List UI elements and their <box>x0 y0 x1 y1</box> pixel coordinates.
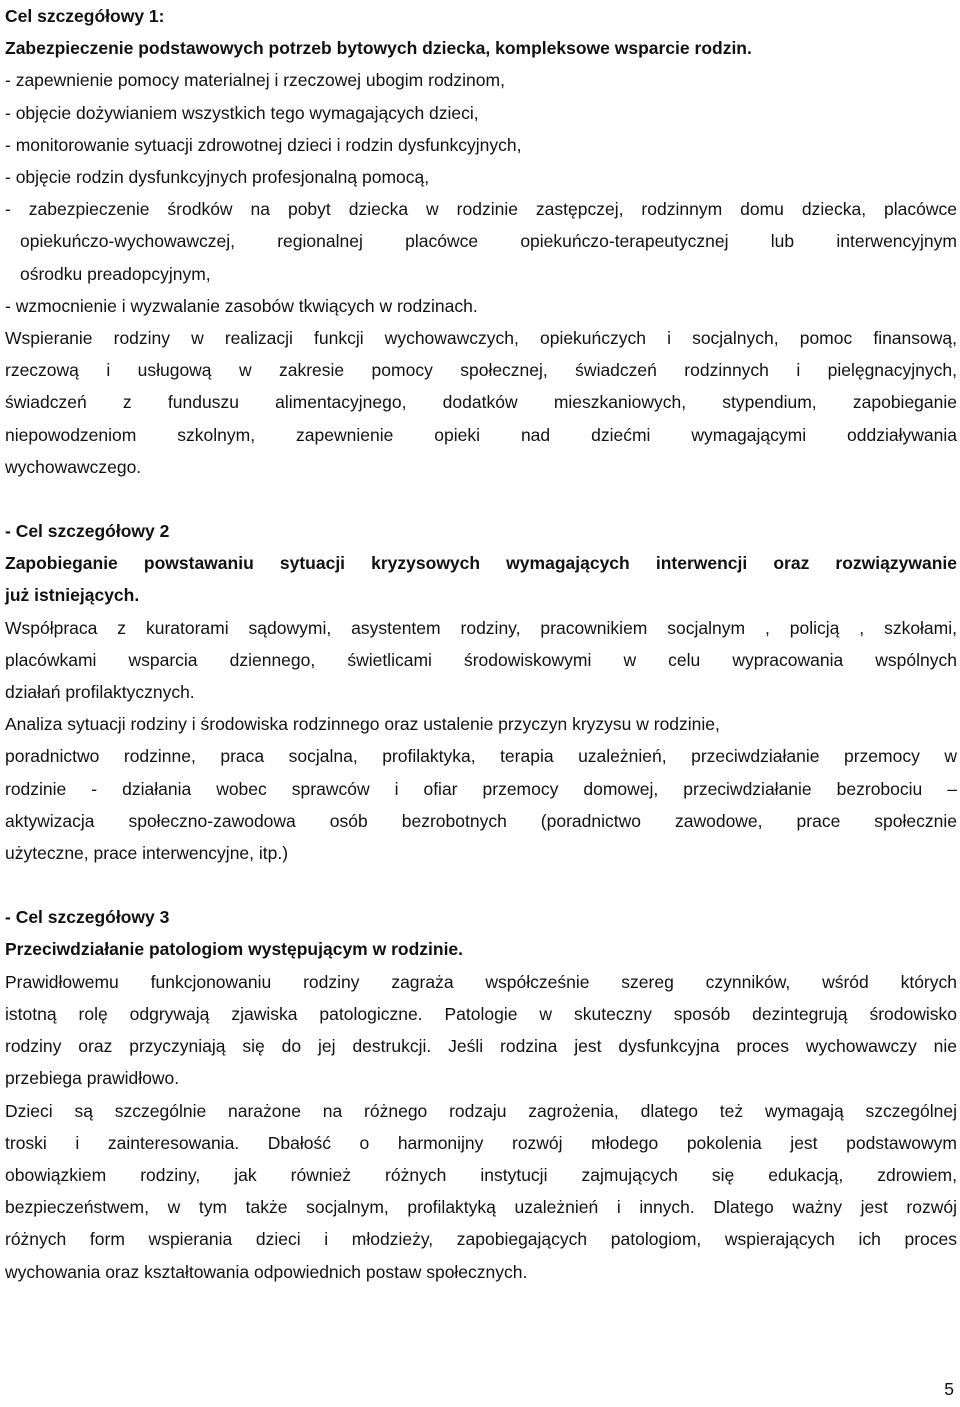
section-2-paragraph-1-line: placówkami wsparcia dziennego, świetlicami środowiskowymi w celu wypracowania wspólnych <box>5 649 957 670</box>
section-3-subtitle: Przeciwdziałanie patologiom występującym w rodzinie. <box>5 939 464 960</box>
section-2-title: - Cel szczegółowy 2 <box>5 521 170 542</box>
section-3-title: - Cel szczegółowy 3 <box>5 907 170 928</box>
section-3-paragraph-1-line: istotną rolę odgrywają zjawiska patologiczne. Patologie w skuteczny sposób dezintegrują środowisko <box>5 1003 957 1024</box>
section-3-paragraph-2-line: wychowania oraz kształtowania odpowiednich postaw społecznych. <box>5 1261 528 1282</box>
section-1-paragraph-line: Wspieranie rodziny w realizacji funkcji wychowawczych, opiekuńczych i socjalnych, pomoc finansową, <box>5 328 957 349</box>
section-2-subtitle-cont: już istniejących. <box>5 585 140 606</box>
section-1-title: Cel szczegółowy 1: <box>5 6 165 26</box>
section-2-paragraph-2-line: poradnictwo rodzinne, praca socjalna, profilaktyka, terapia uzależnień, przeciwdziałanie przemocy w <box>5 746 957 767</box>
section-spacer <box>5 869 957 901</box>
section-3-paragraph-2-line: obowiązkiem rodziny, jak również różnych instytucji zajmujących się edukacją, zdrowiem, <box>5 1164 957 1185</box>
bullet-foster-care-cont-1: opiekuńczo-wychowawczej, regionalnej placówce opiekuńczo-terapeutycznej lub interwencyjnym <box>20 231 957 252</box>
section-1-paragraph-line: świadczeń z funduszu alimentacyjnego, dodatków mieszkaniowych, stypendium, zapobieganie <box>5 392 957 413</box>
section-1-paragraph-line: niepowodzeniom szkolnym, zapewnienie opieki nad dziećmi wymagającymi oddziaływania <box>5 424 957 445</box>
bullet-foster-care: - zabezpieczenie środków na pobyt dziecka w rodzinie zastępczej, rodzinnym domu dziecka, placówce <box>5 199 957 220</box>
section-3-paragraph-2-line: bezpieczeństwem, w tym także socjalnym, profilaktyką uzależnień i innych. Dlatego ważny jest rozwój <box>5 1197 957 1218</box>
section-3-paragraph-2-line: Dzieci są szczególnie narażone na różnego rodzaju zagrożenia, dlatego też wymagają szczególnej <box>5 1100 957 1121</box>
bullet-nutrition: - objęcie dożywianiem wszystkich tego wymagających dzieci, <box>5 102 479 123</box>
section-3-paragraph-1-line: przebiega prawidłowo. <box>5 1068 180 1089</box>
document-page <box>5 0 957 1288</box>
section-2-paragraph-1-line: Współpraca z kuratorami sądowymi, asystentem rodziny, pracownikiem socjalnym , policją , szkołami, <box>5 617 957 638</box>
section-1-paragraph-line: wychowawczego. <box>5 456 142 477</box>
section-2-paragraph-2-line: Analiza sytuacji rodziny i środowiska rodzinnego oraz ustalenie przyczyn kryzysu w rodzinie, <box>5 714 720 735</box>
bullet-health-monitoring: - monitorowanie sytuacji zdrowotnej dzieci i rodzin dysfunkcyjnych, <box>5 134 522 155</box>
bullet-foster-care-cont-2: ośrodku preadopcyjnym, <box>20 263 211 284</box>
bullet-professional-help: - objęcie rodzin dysfunkcyjnych profesjonalną pomocą, <box>5 167 430 188</box>
section-3-paragraph-2-line: troski i zainteresowania. Dbałość o harmonijny rozwój młodego pokolenia jest podstawowym <box>5 1132 957 1153</box>
section-2-paragraph-2-line: użyteczne, prace interwencyjne, itp.) <box>5 843 289 864</box>
page-number: 5 <box>944 1379 954 1399</box>
section-spacer <box>5 483 957 515</box>
bullet-material-aid: - zapewnienie pomocy materialnej i rzeczowej ubogim rodzinom, <box>5 70 505 91</box>
section-1-paragraph-line: rzeczową i usługową w zakresie pomocy społecznej, świadczeń rodzinnych i pielęgnacyjnych, <box>5 360 957 381</box>
section-1-subtitle: Zabezpieczenie podstawowych potrzeb bytowych dziecka, kompleksowe wsparcie rodzin. <box>5 38 752 59</box>
bullet-family-resources: - wzmocnienie i wyzwalanie zasobów tkwiących w rodzinach. <box>5 295 478 316</box>
section-3-paragraph-1-line: rodziny oraz przyczyniają się do jej destrukcji. Jeśli rodzina jest dysfunkcyjna proces wychowawczy nie <box>5 1036 957 1057</box>
section-2-paragraph-2-line: aktywizacja społeczno-zawodowa osób bezrobotnych (poradnictwo zawodowe, prace społecznie <box>5 810 957 831</box>
section-2-paragraph-2-line: rodzinie - działania wobec sprawców i ofiar przemocy domowej, przeciwdziałanie bezrobociu – <box>5 778 957 799</box>
section-2-subtitle: Zapobieganie powstawaniu sytuacji kryzysowych wymagających interwencji oraz rozwiązywanie <box>5 553 957 574</box>
section-3-paragraph-1-line: Prawidłowemu funkcjonowaniu rodziny zagraża współcześnie szereg czynników, wśród których <box>5 971 957 992</box>
section-3-paragraph-2-line: różnych form wspierania dzieci i młodzieży, zapobiegających patologiom, wspierających ich proces <box>5 1229 957 1250</box>
section-2-paragraph-1-line: działań profilaktycznych. <box>5 682 195 703</box>
